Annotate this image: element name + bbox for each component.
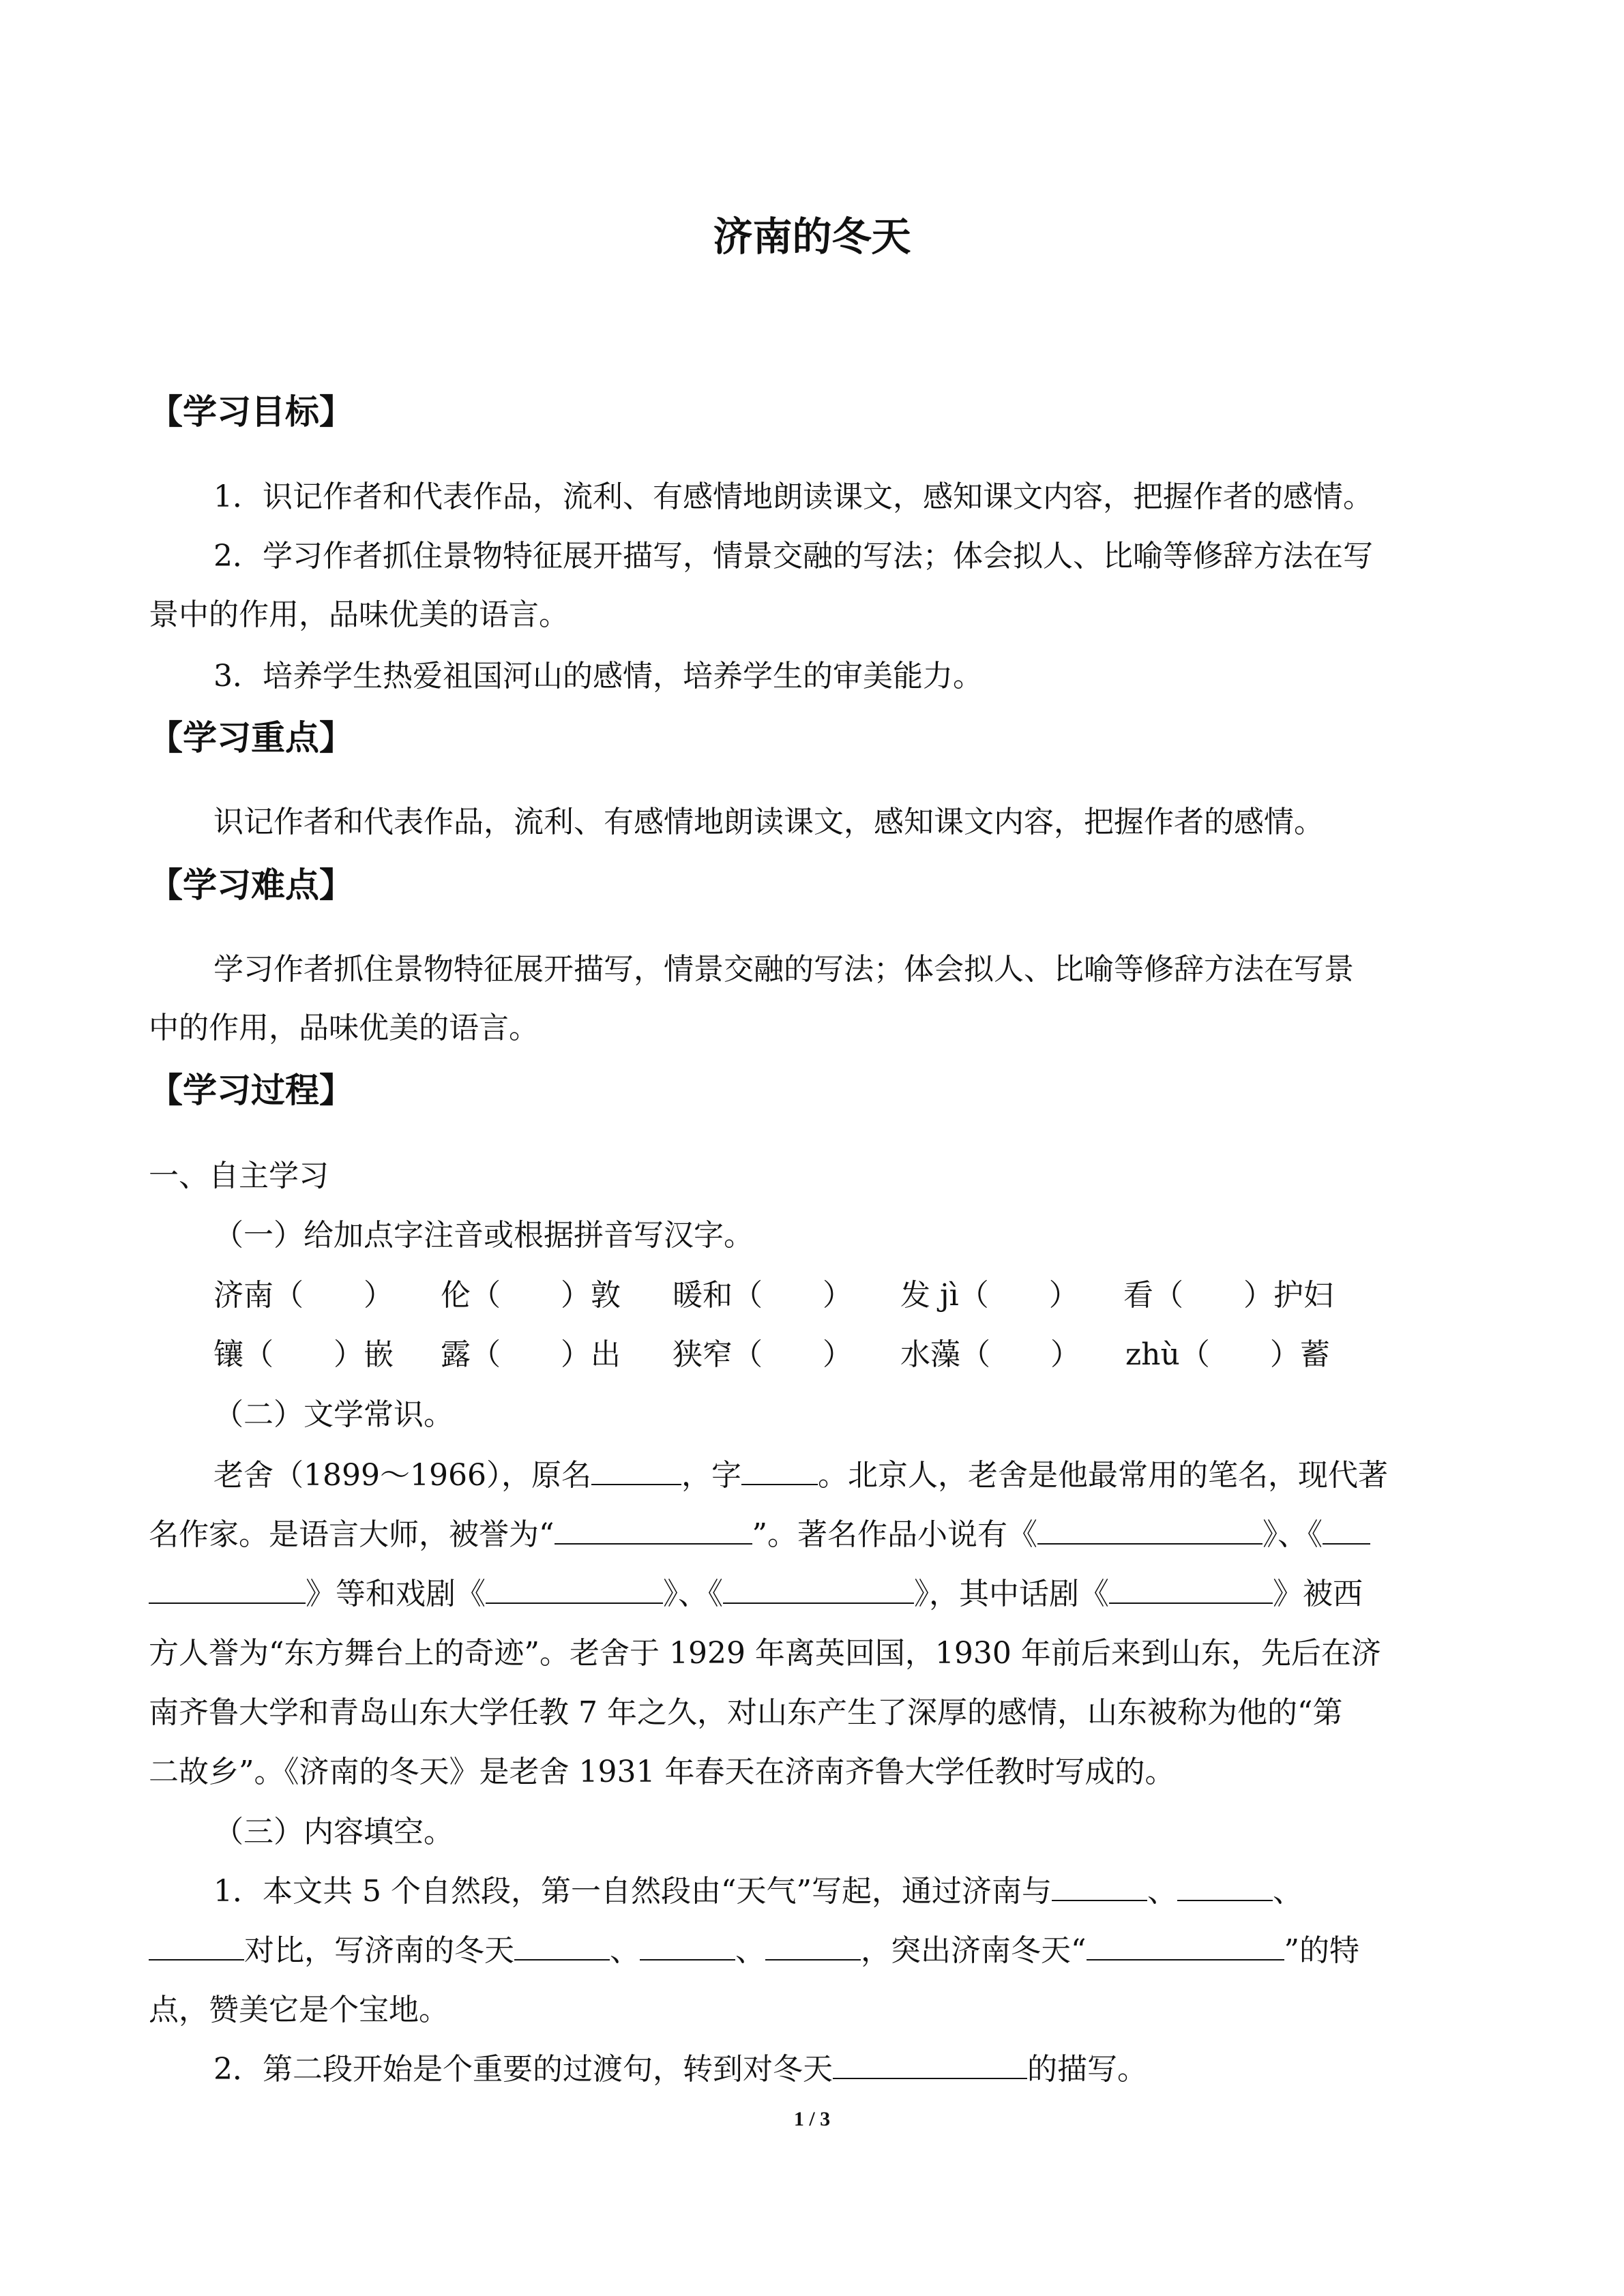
subsection-literature: （二）文学常识。 xyxy=(213,1397,454,1432)
answer-blank[interactable] xyxy=(486,1575,663,1604)
pinyin-item: 济南（ ） xyxy=(213,1278,394,1313)
answer-blank[interactable] xyxy=(149,1575,306,1604)
key-points-heading: 【学习重点】 xyxy=(149,718,353,758)
subsection-fill: （三）内容填空。 xyxy=(213,1815,454,1849)
objective-3: 3．培养学生热爱祖国河山的感情，培养学生的审美能力。 xyxy=(213,659,983,694)
difficulty-heading: 【学习难点】 xyxy=(149,865,353,905)
pinyin-item: 暖和（ ） xyxy=(673,1278,853,1313)
part-self-study: 一、自主学习 xyxy=(149,1159,329,1193)
fill-question-1b: 对比，写济南的冬天 、 、 ，突出济南冬天“ ”的特 xyxy=(149,1931,1359,1970)
pinyin-item: 露（ ）出 xyxy=(441,1337,621,1372)
objective-2b: 景中的作用，品味优美的语言。 xyxy=(149,597,569,632)
answer-blank[interactable] xyxy=(514,1932,610,1960)
key-points-text: 识记作者和代表作品，流利、有感情地朗读课文，感知课文内容，把握作者的感情。 xyxy=(213,805,1324,839)
literature-line-5: 南齐鲁大学和青岛山东大学任教 7 年之久，对山东产生了深厚的感情，山东被称为他的“第 xyxy=(149,1695,1343,1730)
literature-line-3: 》等和戏剧《 》、《 》，其中话剧《 》被西 xyxy=(149,1575,1363,1613)
pinyin-row-1 xyxy=(0,1276,1624,1317)
pinyin-row-2 xyxy=(0,1335,1624,1376)
pinyin-item: 镶（ ）嵌 xyxy=(213,1337,394,1372)
answer-blank[interactable] xyxy=(1087,1932,1284,1960)
answer-blank[interactable] xyxy=(1052,1873,1147,1901)
objective-2a: 2．学习作者抓住景物特征展开描写，情景交融的写法；体会拟人、比喻等修辞方法在写 xyxy=(213,539,1373,573)
pinyin-item: 水藻（ ） xyxy=(900,1337,1080,1372)
literature-line-2: 名作家。是语言大师，被誉为“ ”。著名作品小说有《 》、《 xyxy=(149,1515,1370,1554)
answer-blank[interactable] xyxy=(1037,1516,1263,1545)
literature-line-6: 二故乡”。《济南的冬天》是老舍 1931 年春天在济南齐鲁大学任教时写成的。 xyxy=(149,1755,1175,1789)
page-number: 1 / 3 xyxy=(793,2108,831,2130)
literature-line-4: 方人誉为“东方舞台上的奇迹”。老舍于 1929 年离英回国，1930 年前后来到山东，先后在济 xyxy=(149,1636,1381,1671)
process-heading: 【学习过程】 xyxy=(149,1071,353,1110)
answer-blank[interactable] xyxy=(555,1516,752,1545)
answer-blank[interactable] xyxy=(640,1932,735,1960)
answer-blank[interactable] xyxy=(723,1575,914,1604)
subsection-pinyin: （一）给加点字注音或根据拼音写汉字。 xyxy=(213,1218,754,1253)
answer-blank[interactable] xyxy=(765,1932,861,1960)
difficulty-text-a: 学习作者抓住景物特征展开描写，情景交融的写法；体会拟人、比喻等修辞方法在写景 xyxy=(213,952,1354,987)
fill-question-1a: 1．本文共 5 个自然段，第一自然段由“天气”写起，通过济南与 、 、 xyxy=(213,1874,1303,1909)
pinyin-item: 发 jì（ ） xyxy=(900,1278,1079,1313)
page-title: 济南的冬天 xyxy=(713,213,911,260)
objective-1: 1．识记作者和代表作品，流利、有感情地朗读课文，感知课文内容，把握作者的感情。 xyxy=(213,479,1373,514)
fill-question-1c: 点，赞美它是个宝地。 xyxy=(149,1993,449,2027)
answer-blank[interactable] xyxy=(149,1932,244,1960)
objectives-heading: 【学习目标】 xyxy=(149,392,353,432)
answer-blank[interactable] xyxy=(741,1457,818,1485)
answer-blank[interactable] xyxy=(1109,1575,1273,1604)
pinyin-item: 看（ ）护妇 xyxy=(1123,1278,1333,1313)
difficulty-text-b: 中的作用，品味优美的语言。 xyxy=(149,1011,539,1045)
pinyin-item: 伦（ ）敦 xyxy=(441,1278,621,1313)
pinyin-item: 狭窄（ ） xyxy=(673,1337,853,1372)
pinyin-item: zhù（ ）蓄 xyxy=(1125,1337,1330,1372)
fill-question-2: 2．第二段开始是个重要的过渡句，转到对冬天 的描写。 xyxy=(213,2052,1147,2087)
literature-line-1: 老舍（1899～1966），原名 ，字 。北京人，老舍是他最常用的笔名，现代著 xyxy=(213,1458,1388,1493)
answer-blank[interactable] xyxy=(1177,1873,1273,1901)
answer-blank[interactable] xyxy=(833,2051,1027,2079)
answer-blank[interactable] xyxy=(1323,1516,1370,1545)
answer-blank[interactable] xyxy=(591,1457,681,1485)
